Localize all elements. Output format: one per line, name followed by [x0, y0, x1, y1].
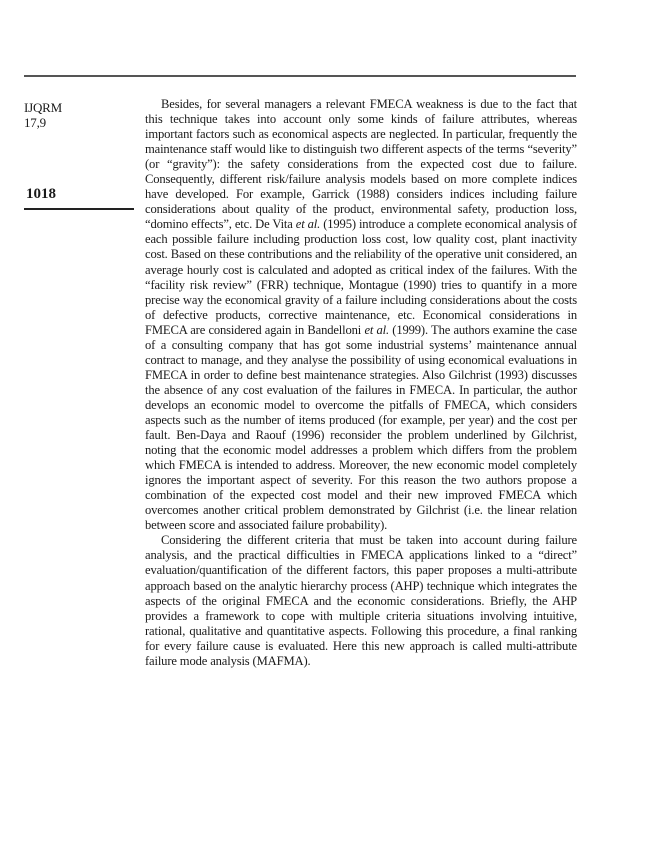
text-run: Besides, for several managers a relevant FMECA weakness is due to the fact that this technique takes into account only some kinds of failure attributes, whereas important factors such as economical aspects are neglected. In particular, frequently the maintenance staff would like to distinguish two different aspects of the terms “severity” (or “gravity”): the safety considerations from the expected cost due to failure. Consequently, different risk/failure analysis models based on more complete indices have developed. For example, Garrick (1988) considers indices including failure considerations about quality of the product, environmental safety, production loss, “domino effects”, etc. De Vita [145, 97, 577, 232]
text-run: (1999). The authors examine the case of a consulting company that has got some industrial systems’ maintenance annual contract to manage, and they analyse the possibility of using economical evaluations in FMECA in order to define best maintenance strategies. Also Gilchrist (1993) discusses the absence of any cost evaluation of the failures in FMECA. In particular, the author develops an economic model to overcome the pitfalls of FMECA, which considers aspects such as the number of items produced (for example, per year) and the cost per fault. Ben-Daya and Raouf (1996) reconsider the problem underlined by Gilchrist, noting that the economic model addresses a problem which differs from the problem which FMECA is intended to address. Moreover, the new economic model completely ignores the important aspect of severity. For this reason the two authors propose a combination of the expected cost model and their new improved FMECA which overcomes another critical problem demonstrated by Gilchrist (i.e. the linear relation between score and associated failure probability). [145, 322, 577, 533]
volume-issue: 17,9 [24, 115, 46, 130]
text-run: (1995) introduce a complete economical analysis of each possible failure including production loss cost, low quality cost, plant inactivity cost. Based on these contributions and the reliability of the operative unit considered, an average hourly cost is calculated and adopted as critical index of the failures. With the “facility risk review” (FRR) technique, Montague (1990) tries to quantify in a more precise way the economical gravity of a failure including considerations about the costs of defective products, corrective maintenance, etc. Economical considerations in FMECA are considered again in Bandelloni [145, 217, 577, 337]
journal-name: IJQRM [24, 100, 63, 115]
article-body [145, 97, 577, 669]
page-number-rule [24, 208, 134, 210]
page-number: 1018 [26, 186, 56, 202]
citation-etal: et al. [295, 217, 321, 232]
text-run: Considering the different criteria that must be taken into account during failure analysis, and the practical difficulties in FMECA applications linked to a “direct” evaluation/quantification of the different factors, this paper proposes a multi-attribute approach based on the analytic hierarchy process (AHP) technique which integrates the aspects of the original FMECA and the economic considerations. Briefly, the AHP provides a framework to cope with multiple criteria situations involving intuitive, rational, qualitative and quantitative aspects. Following this procedure, a final ranking for every failure cause is evaluated. Here this new approach is called multi-attribute failure mode analysis (MAFMA). [145, 533, 577, 668]
header-rule [24, 75, 576, 77]
journal-info [24, 100, 62, 130]
paragraph [145, 533, 577, 668]
paragraph [145, 97, 577, 533]
citation-etal: et al. [364, 322, 390, 337]
